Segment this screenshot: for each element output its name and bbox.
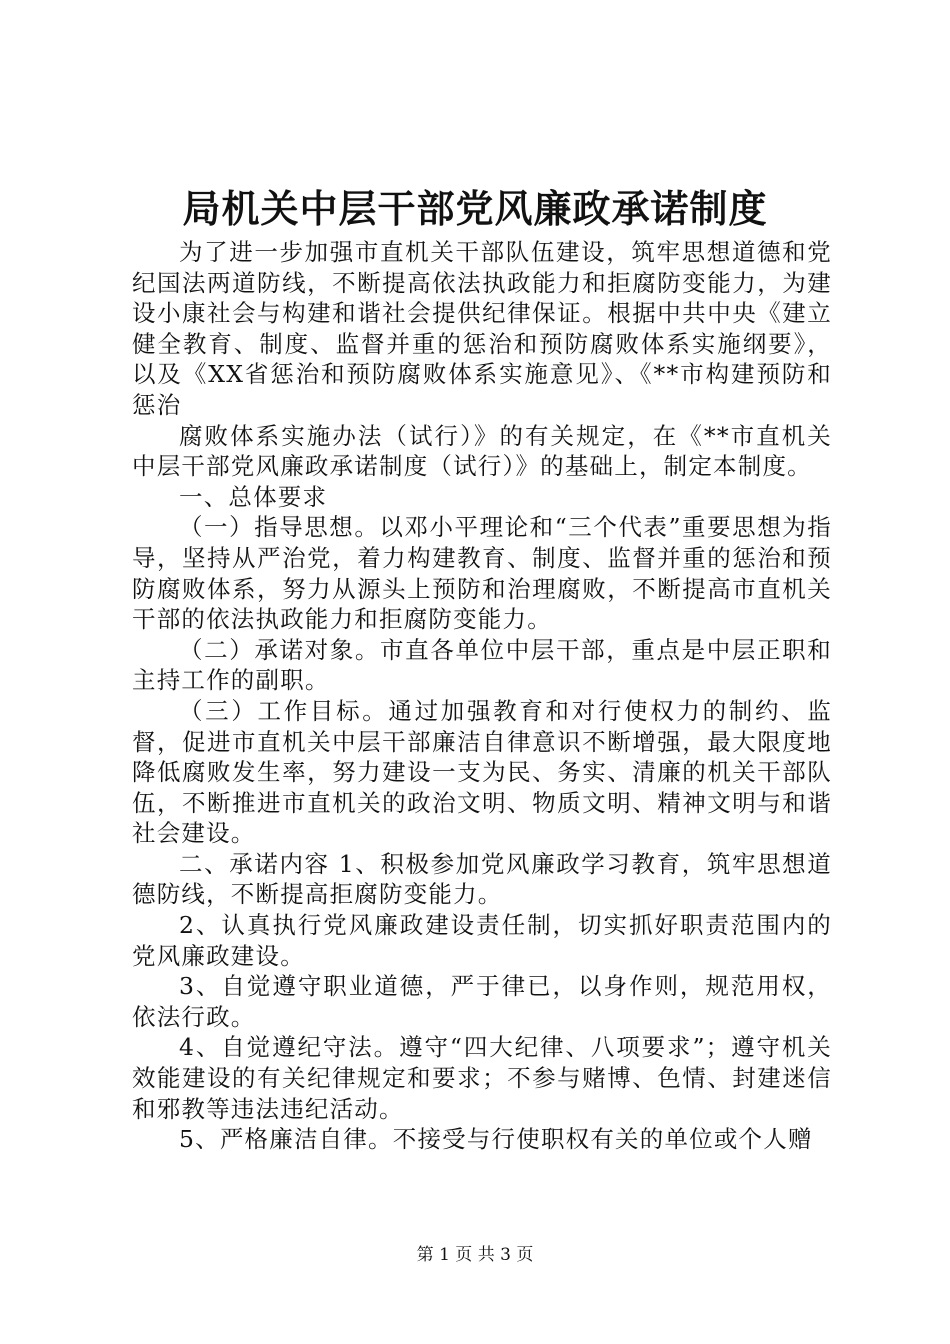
list-item: 2、认真执行党风廉政建设责任制，切实抓好职责范围内的党风廉政建设。: [132, 911, 832, 970]
list-item: 3、自觉遵守职业道德，严于律已，以身作则，规范用权，依法行政。: [132, 972, 832, 1031]
paragraph: （三）工作目标。通过加强教育和对行使权力的制约、监督，促进市直机关中层干部廉洁自律意识不断增强，最大限度地降低腐败发生率，努力建设一支为民、务实、清廉的机关干部队伍，不断推进市直机关的政治文明、物质文明、精神文明与和谐社会建设。: [132, 696, 832, 848]
page-footer: 第 1 页 共 3 页: [416, 1245, 534, 1265]
document-body: [132, 237, 832, 1155]
paragraph: 二、承诺内容 1、积极参加党风廉政学习教育，筑牢思想道德防线，不断提高拒腐防变能力。: [132, 849, 832, 909]
paragraph: 为了进一步加强市直机关干部队伍建设，筑牢思想道德和党纪国法两道防线，不断提高依法执政能力和拒腐防变能力，为建设小康社会与构建和谐社会提供纪律保证。根据中共中央《建立健全教育、制度、监督并重的惩治和预防腐败体系实施纲要》，以及《XX省惩治和预防腐败体系实施意见》、《**市构建预防和惩治: [132, 238, 832, 419]
paragraph: 腐败体系实施办法（试行）》的有关规定，在《**市直机关中层干部党风廉政承诺制度（试行）》的基础上，制定本制度。: [132, 421, 832, 481]
paragraph: （二）承诺对象。市直各单位中层干部，重点是中层正职和主持工作的副职。: [132, 635, 832, 695]
list-item: 4、自觉遵纪守法。遵守“四大纪律、八项要求”；遵守机关效能建设的有关纪律规定和要求；不参与赌博、色情、封建迷信和邪教等违法违纪活动。: [132, 1033, 832, 1123]
list-item: 5、严格廉洁自律。不接受与行使职权有关的单位或个人赠: [179, 1125, 813, 1154]
document-title: 局机关中层干部党风廉政承诺制度: [182, 186, 768, 231]
paragraph: （一）指导思想。以邓小平理论和“三个代表”重要思想为指导，坚持从严治党，着力构建教育、制度、监督并重的惩治和预防腐败体系，努力从源头上预防和治理腐败，不断提高市直机关干部的依法执政能力和拒腐防变能力。: [132, 513, 832, 634]
section-heading: 一、总体要求: [179, 482, 328, 511]
